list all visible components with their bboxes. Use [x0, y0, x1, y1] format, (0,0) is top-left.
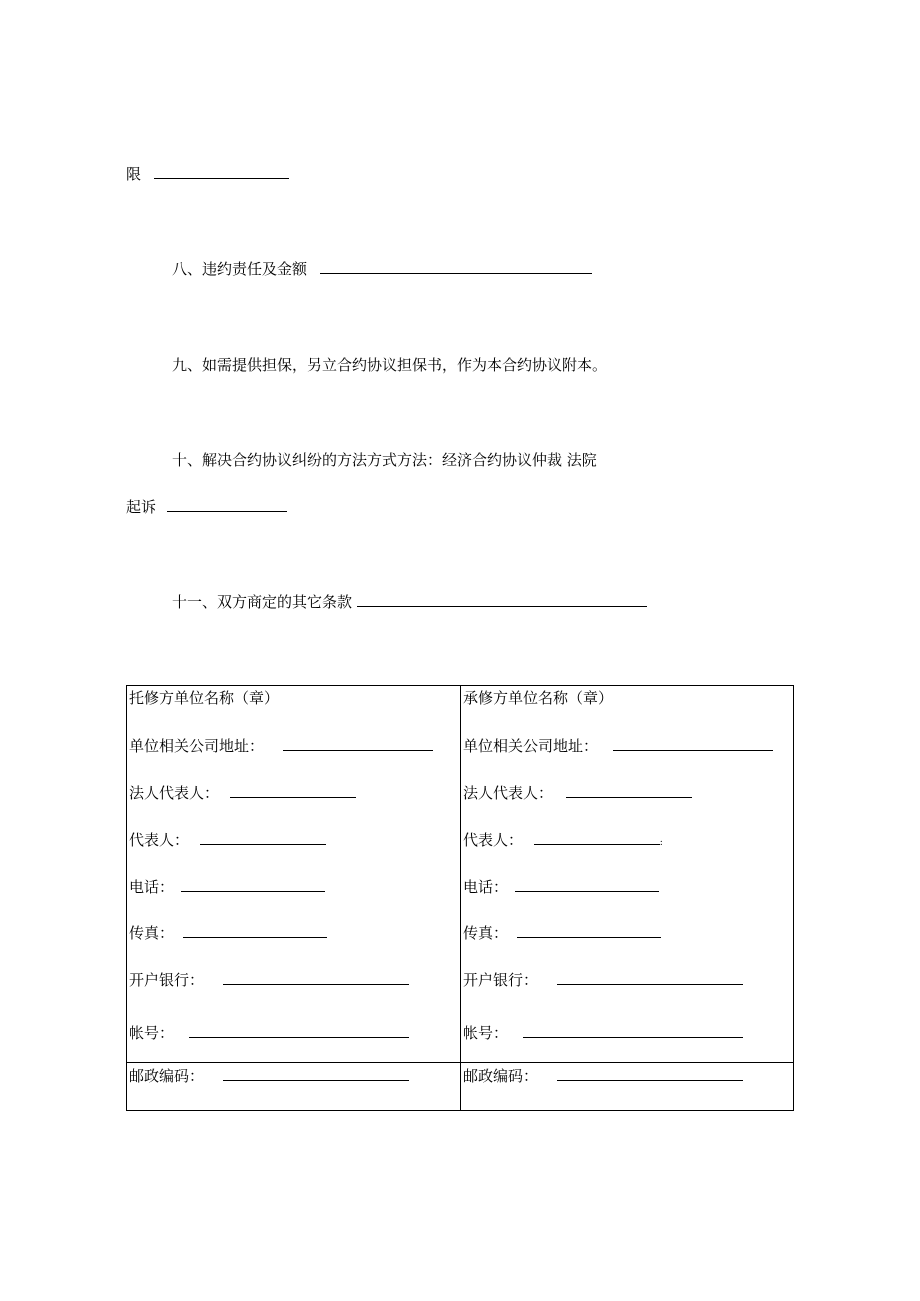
contractor-legal-rep-row — [463, 783, 692, 803]
client-phone-label: 电话： — [129, 878, 175, 896]
contractor-rep-field[interactable] — [534, 830, 660, 845]
clause-8-text: 八、违约责任及金额 — [172, 260, 308, 278]
contractor-phone-row — [463, 877, 659, 897]
contractor-postcode-row — [463, 1066, 743, 1086]
client-legal-rep-label: 法人代表人： — [129, 784, 220, 802]
contractor-address-label: 单位相关公司地址： — [463, 737, 599, 755]
client-postcode-field[interactable] — [223, 1066, 409, 1081]
clause-9-text: 九、如需提供担保，另立合约协议担保书，作为本合约协议附本。 — [172, 356, 608, 374]
client-fax-label: 传真： — [129, 924, 175, 942]
table-column-divider — [460, 686, 461, 1110]
client-bank-label: 开户银行： — [129, 971, 205, 989]
contractor-rep-row — [463, 830, 663, 853]
client-rep-field[interactable] — [200, 830, 326, 845]
clause-10-text: 十、解决合约协议纠纷的方法方式方法：经济合约协议仲裁 法院 — [172, 451, 597, 469]
clause-9 — [172, 355, 607, 375]
client-title-text: 托修方单位名称（章） — [129, 689, 280, 707]
client-postcode-label: 邮政编码： — [129, 1067, 205, 1085]
clause-7-blank[interactable] — [154, 164, 289, 179]
clause-11-blank[interactable] — [357, 592, 647, 607]
client-fax-field[interactable] — [183, 923, 327, 938]
contractor-address-row — [463, 736, 773, 756]
client-bank-field[interactable] — [223, 970, 409, 985]
contractor-title-text: 承修方单位名称（章） — [463, 689, 614, 707]
clause-10-blank[interactable] — [167, 497, 287, 512]
contractor-postcode-field[interactable] — [557, 1066, 743, 1081]
contractor-bank-row — [463, 970, 743, 990]
client-legal-rep-field[interactable] — [230, 783, 356, 798]
contractor-account-row — [463, 1023, 743, 1043]
clause-10-tail-text: 起诉 — [126, 498, 157, 516]
client-bank-row — [129, 970, 409, 990]
clause-7-tail — [126, 164, 289, 184]
clause-7-tail-text: 限 — [126, 165, 142, 183]
clause-11 — [172, 592, 647, 612]
contractor-account-field[interactable] — [523, 1023, 743, 1038]
client-account-label: 帐号： — [129, 1024, 175, 1042]
client-phone-field[interactable] — [181, 877, 325, 892]
contractor-address-field[interactable] — [613, 736, 773, 751]
contractor-title — [463, 688, 613, 708]
client-legal-rep-row — [129, 783, 356, 803]
contractor-bank-label: 开户银行： — [463, 971, 539, 989]
client-address-field[interactable] — [283, 736, 433, 751]
contractor-rep-mark: : — [659, 838, 663, 848]
contractor-fax-row — [463, 923, 661, 943]
client-account-row — [129, 1023, 409, 1043]
client-account-field[interactable] — [189, 1023, 409, 1038]
clause-11-text: 十一、双方商定的其它条款 — [172, 593, 353, 611]
client-title — [129, 688, 279, 708]
contractor-bank-field[interactable] — [557, 970, 743, 985]
contractor-phone-field[interactable] — [515, 877, 659, 892]
client-rep-row — [129, 830, 326, 850]
clause-10-line-2 — [126, 497, 287, 517]
signature-table — [126, 685, 794, 1111]
client-phone-row — [129, 877, 325, 897]
contractor-legal-rep-label: 法人代表人： — [463, 784, 554, 802]
clause-8-blank[interactable] — [320, 259, 592, 274]
contractor-fax-field[interactable] — [517, 923, 661, 938]
client-address-row — [129, 736, 433, 756]
contractor-phone-label: 电话： — [463, 878, 509, 896]
client-fax-row — [129, 923, 327, 943]
contractor-fax-label: 传真： — [463, 924, 509, 942]
clause-10-line-1 — [172, 450, 597, 470]
client-postcode-row — [129, 1066, 409, 1086]
contractor-legal-rep-field[interactable] — [566, 783, 692, 798]
client-rep-label: 代表人： — [129, 831, 190, 849]
clause-8 — [172, 259, 592, 279]
contractor-account-label: 帐号： — [463, 1024, 509, 1042]
table-row-divider — [127, 1062, 793, 1063]
client-address-label: 单位相关公司地址： — [129, 737, 265, 755]
contractor-postcode-label: 邮政编码： — [463, 1067, 539, 1085]
contractor-rep-label: 代表人： — [463, 831, 524, 849]
